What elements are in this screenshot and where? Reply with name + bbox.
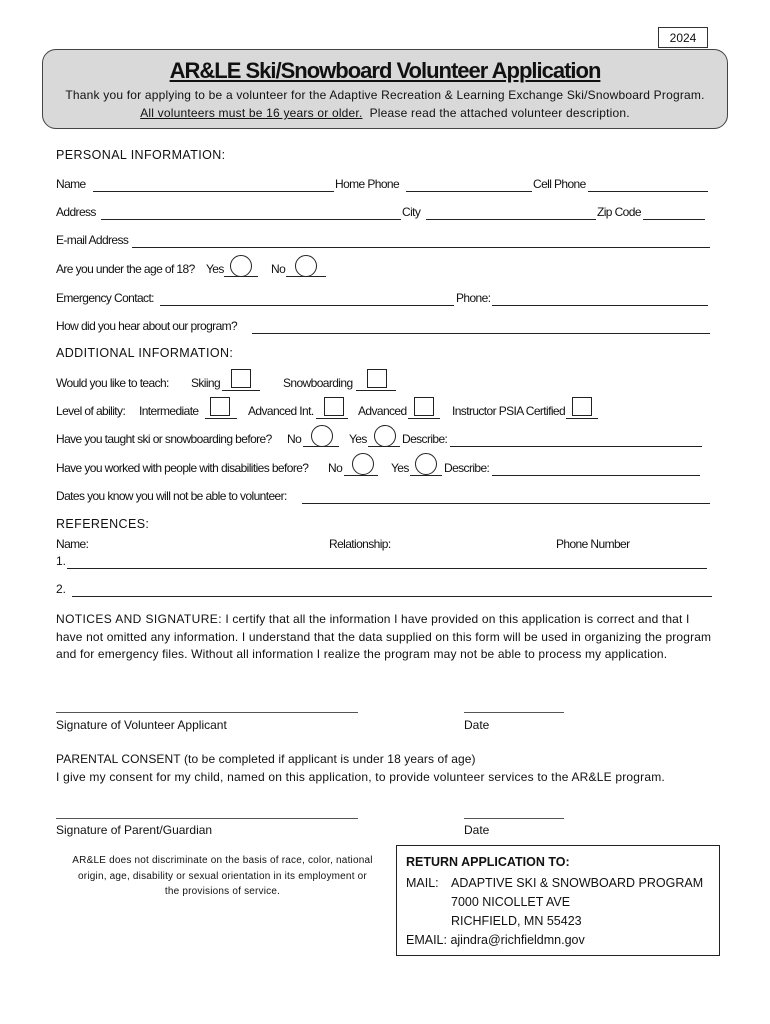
applicant-date-label: Date: [464, 718, 490, 732]
return-email[interactable]: EMAIL: ajindra@richfieldmn.gov: [406, 933, 585, 947]
emergency-phone-label: Phone:: [456, 291, 491, 305]
additional-info-heading: ADDITIONAL INFORMATION:: [56, 346, 234, 360]
parent-signature-label: Signature of Parent/Guardian: [56, 823, 213, 837]
worked-no-label: No: [328, 461, 343, 475]
applicant-signature-label: Signature of Volunteer Applicant: [56, 718, 227, 732]
emergency-phone-field[interactable]: [492, 305, 708, 306]
intermediate-checkbox[interactable]: [210, 397, 230, 416]
worked-label: Have you worked with people with disabilities before?: [56, 461, 309, 475]
home-phone-label: Home Phone: [335, 177, 400, 191]
city-label: City: [402, 205, 421, 219]
parental-consent-text: I give my consent for my child, named on this application, to provide volunteer services to the AR&LE program.: [56, 770, 665, 784]
taught-label: Have you taught ski or snowboarding before?: [56, 432, 272, 446]
psia-label: Instructor PSIA Certified: [452, 404, 566, 418]
read-note: Please read the attached volunteer description.: [369, 106, 630, 120]
parental-consent-heading: PARENTAL CONSENT (to be completed if applicant is under 18 years of age): [56, 752, 476, 766]
references-heading: REFERENCES:: [56, 517, 150, 531]
advanced-int-label: Advanced Int.: [248, 404, 314, 418]
ref-1-number: 1.: [56, 554, 67, 568]
advanced-checkbox[interactable]: [414, 397, 434, 416]
advanced-int-checkbox[interactable]: [324, 397, 344, 416]
worked-describe-field[interactable]: [492, 475, 700, 476]
psia-underline: [566, 418, 598, 419]
ref-2-field[interactable]: [72, 596, 712, 597]
city-field[interactable]: [426, 219, 596, 220]
return-application-box: [396, 845, 720, 956]
snowboarding-underline: [356, 390, 396, 391]
worked-describe-label: Describe:: [444, 461, 490, 475]
snowboarding-checkbox[interactable]: [367, 369, 387, 388]
worked-yes-label: Yes: [391, 461, 409, 475]
under18-no-radio[interactable]: [295, 255, 317, 277]
intermediate-label: Intermediate: [139, 404, 199, 418]
worked-no-radio[interactable]: [352, 453, 374, 475]
emergency-contact-field[interactable]: [160, 305, 454, 306]
level-label: Level of ability:: [56, 404, 126, 418]
skiing-checkbox[interactable]: [231, 369, 251, 388]
name-label: Name: [56, 177, 86, 191]
cell-phone-field[interactable]: [588, 191, 708, 192]
email-label: E-mail Address: [56, 233, 129, 247]
address-label: Address: [56, 205, 96, 219]
age-requirement: All volunteers must be 16 years or older.: [140, 106, 363, 120]
under18-label: Are you under the age of 18?: [56, 262, 195, 276]
personal-info-heading: PERSONAL INFORMATION:: [56, 148, 226, 162]
under18-yes-label: Yes: [206, 262, 224, 276]
return-heading: RETURN APPLICATION TO:: [406, 855, 570, 869]
under18-no-label: No: [271, 262, 286, 276]
notices-body: I certify that all the information I have provided on this application is correct and that I have not omitted any information. I understand that the data supplied on this form will be used in organizing the program and for emergency files. Without all information I realize the program may not be able to process my application.: [56, 612, 712, 661]
dates-field[interactable]: [302, 503, 710, 504]
mail-line-1: ADAPTIVE SKI & SNOWBOARD PROGRAM: [451, 876, 704, 890]
year-label: 2024: [658, 27, 708, 48]
parent-date-label: Date: [464, 823, 490, 837]
mail-label: MAIL:: [406, 876, 439, 890]
ref-phone-header: Phone Number: [556, 537, 630, 551]
skiing-label: Skiing: [191, 376, 221, 390]
psia-checkbox[interactable]: [572, 397, 592, 416]
hear-field[interactable]: [252, 333, 710, 334]
name-field[interactable]: [93, 191, 334, 192]
form-title: AR&LE Ski/Snowboard Volunteer Application: [169, 58, 601, 83]
cell-phone-label: Cell Phone: [533, 177, 586, 191]
email-field[interactable]: [132, 247, 710, 248]
hear-label: How did you hear about our program?: [56, 319, 238, 333]
snowboarding-label: Snowboarding: [283, 376, 353, 390]
worked-no-underline: [344, 475, 378, 476]
parent-date-field[interactable]: [464, 818, 564, 819]
taught-describe-label: Describe:: [402, 432, 448, 446]
mail-line-3: RICHFIELD, MN 55423: [451, 914, 582, 928]
advanced-label: Advanced: [358, 404, 407, 418]
zip-label: Zip Code: [597, 205, 641, 219]
ref-2-number: 2.: [56, 582, 67, 596]
notices-paragraph: [56, 611, 716, 664]
taught-no-radio[interactable]: [311, 425, 333, 447]
taught-yes-label: Yes: [349, 432, 367, 446]
age-requirement-line: [43, 106, 727, 120]
taught-describe-field[interactable]: [450, 446, 702, 447]
ref-relationship-header: Relationship:: [329, 537, 391, 551]
worked-yes-radio[interactable]: [415, 453, 437, 475]
advanced-int-underline: [316, 418, 348, 419]
thanks-text: Thank you for applying to be a volunteer for the Adaptive Recreation & Learning Exchange Ski/Snowboard Program.: [65, 88, 705, 102]
home-phone-field[interactable]: [406, 191, 532, 192]
teach-label: Would you like to teach:: [56, 376, 169, 390]
ref-name-header: Name:: [56, 537, 89, 551]
worked-yes-underline: [410, 475, 442, 476]
ref-1-field[interactable]: [67, 568, 707, 569]
advanced-underline: [408, 418, 440, 419]
form-header: [42, 49, 728, 129]
skiing-underline: [222, 390, 260, 391]
parent-signature-field[interactable]: [56, 818, 358, 819]
emergency-contact-label: Emergency Contact:: [56, 291, 154, 305]
applicant-date-field[interactable]: [464, 712, 564, 713]
intermediate-underline: [205, 418, 237, 419]
taught-yes-radio[interactable]: [374, 425, 396, 447]
address-field[interactable]: [101, 219, 401, 220]
notices-heading: NOTICES AND SIGNATURE:: [56, 612, 222, 626]
applicant-signature-field[interactable]: [56, 712, 358, 713]
under18-yes-radio[interactable]: [230, 255, 252, 277]
zip-field[interactable]: [643, 219, 705, 220]
taught-no-label: No: [287, 432, 302, 446]
nondiscrimination-statement: AR&LE does not discriminate on the basis of race, color, national origin, age, disability or sexual orientation in its employment or the provisions of service.: [72, 855, 373, 897]
mail-line-2: 7000 NICOLLET AVE: [451, 895, 571, 909]
dates-label: Dates you know you will not be able to volunteer:: [56, 489, 287, 503]
